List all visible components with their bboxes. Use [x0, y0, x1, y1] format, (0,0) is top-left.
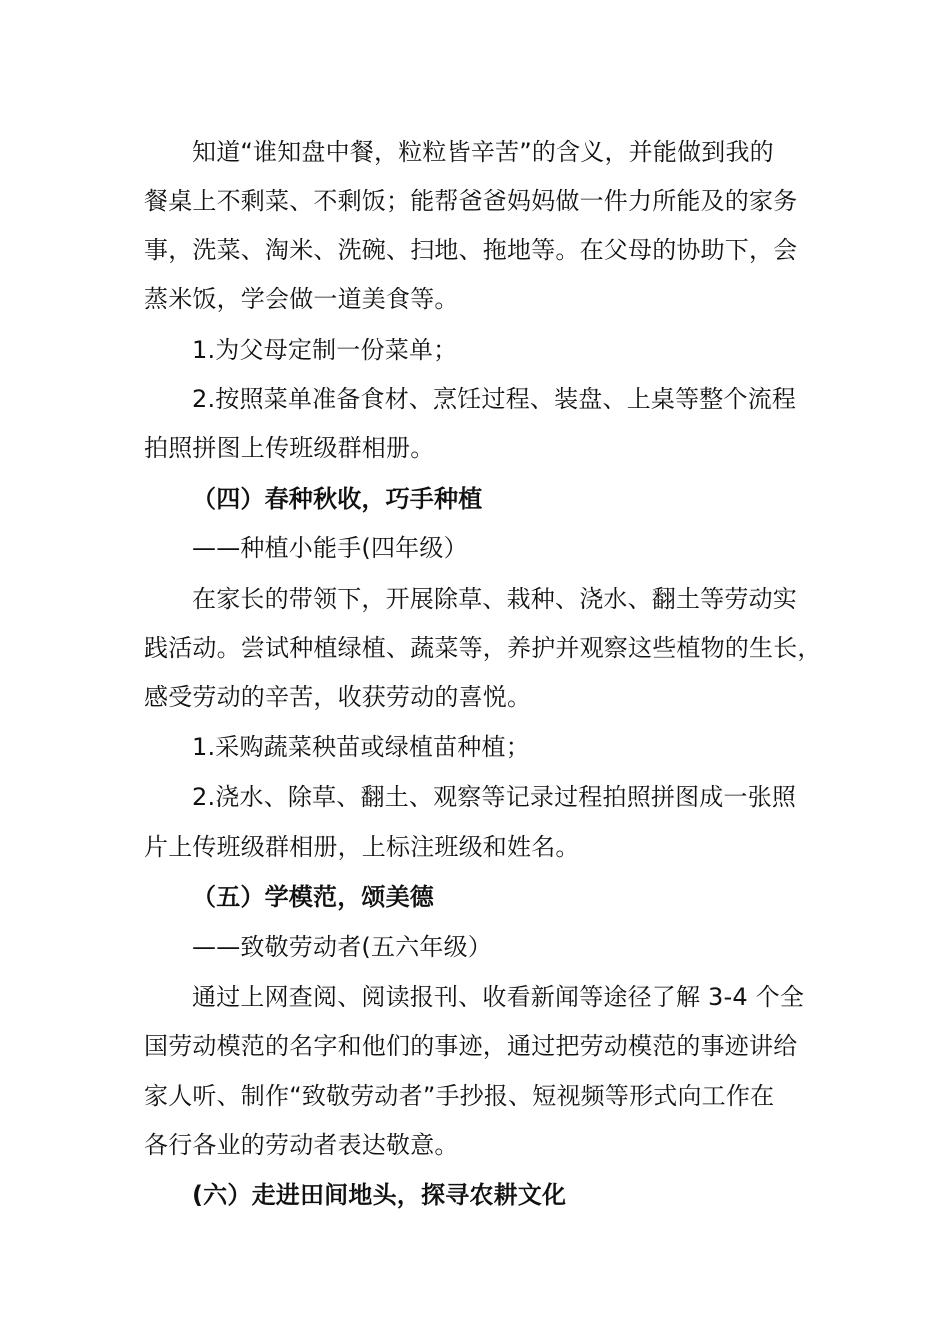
section-heading-6: (六）走进田间地头，探寻农耕文化 [192, 1181, 567, 1209]
paragraph-line-10: 家人听、制作“致敬劳动者”手抄报、短视频等形式向工作在 [144, 1082, 775, 1110]
paragraph-line-3: 事，洗菜、淘米、洗碗、扫地、拖地等。在父母的协助下，会 [144, 236, 798, 264]
section-subtitle-4: ——种植小能手(四年级） [192, 534, 468, 562]
paragraph-line-8: 通过上网查阅、阅读报刊、收看新闻等途径了解 3-4 个全 [192, 983, 805, 1011]
section-heading-4: （四）春种秋收，巧手种植 [192, 485, 483, 513]
list-item-4-continued: 片上传班级群相册，上标注班级和姓名。 [144, 833, 580, 861]
paragraph-line-4: 蒸米饭，学会做一道美食等。 [144, 285, 459, 313]
paragraph-line-11: 各行各业的劳动者表达敬意。 [144, 1131, 459, 1159]
list-item-2: 2.按照菜单准备食材、烹饪过程、装盘、上桌等整个流程 [192, 385, 797, 413]
paragraph-line-6: 践活动。尝试种植绿植、蔬菜等，养护并观察这些植物的生长， [144, 634, 822, 662]
paragraph-line-7: 感受劳动的辛苦，收获劳动的喜悦。 [144, 683, 532, 711]
paragraph-line-2: 餐桌上不剩菜、不剩饭；能帮爸爸妈妈做一件力所能及的家务 [144, 187, 798, 215]
list-item-3: 1.采购蔬菜秧苗或绿植苗种植； [192, 733, 530, 761]
section-subtitle-5: ——致敬劳动者(五六年级） [192, 933, 492, 961]
paragraph-line-9: 国劳动模范的名字和他们的事迹，通过把劳动模范的事迹讲给 [144, 1032, 798, 1060]
list-item-2-continued: 拍照拼图上传班级群相册。 [144, 434, 435, 462]
paragraph-line-5: 在家长的带领下，开展除草、栽种、浇水、翻土等劳动实 [192, 585, 797, 613]
paragraph-line-1: 知道“谁知盘中餐，粒粒皆辛苦”的含义，并能做到我的 [192, 138, 774, 166]
list-item-1: 1.为父母定制一份菜单； [192, 336, 458, 364]
list-item-4: 2.浇水、除草、翻土、观察等记录过程拍照拼图成一张照 [192, 783, 797, 811]
section-heading-5: （五）学模范，颂美德 [192, 883, 434, 911]
